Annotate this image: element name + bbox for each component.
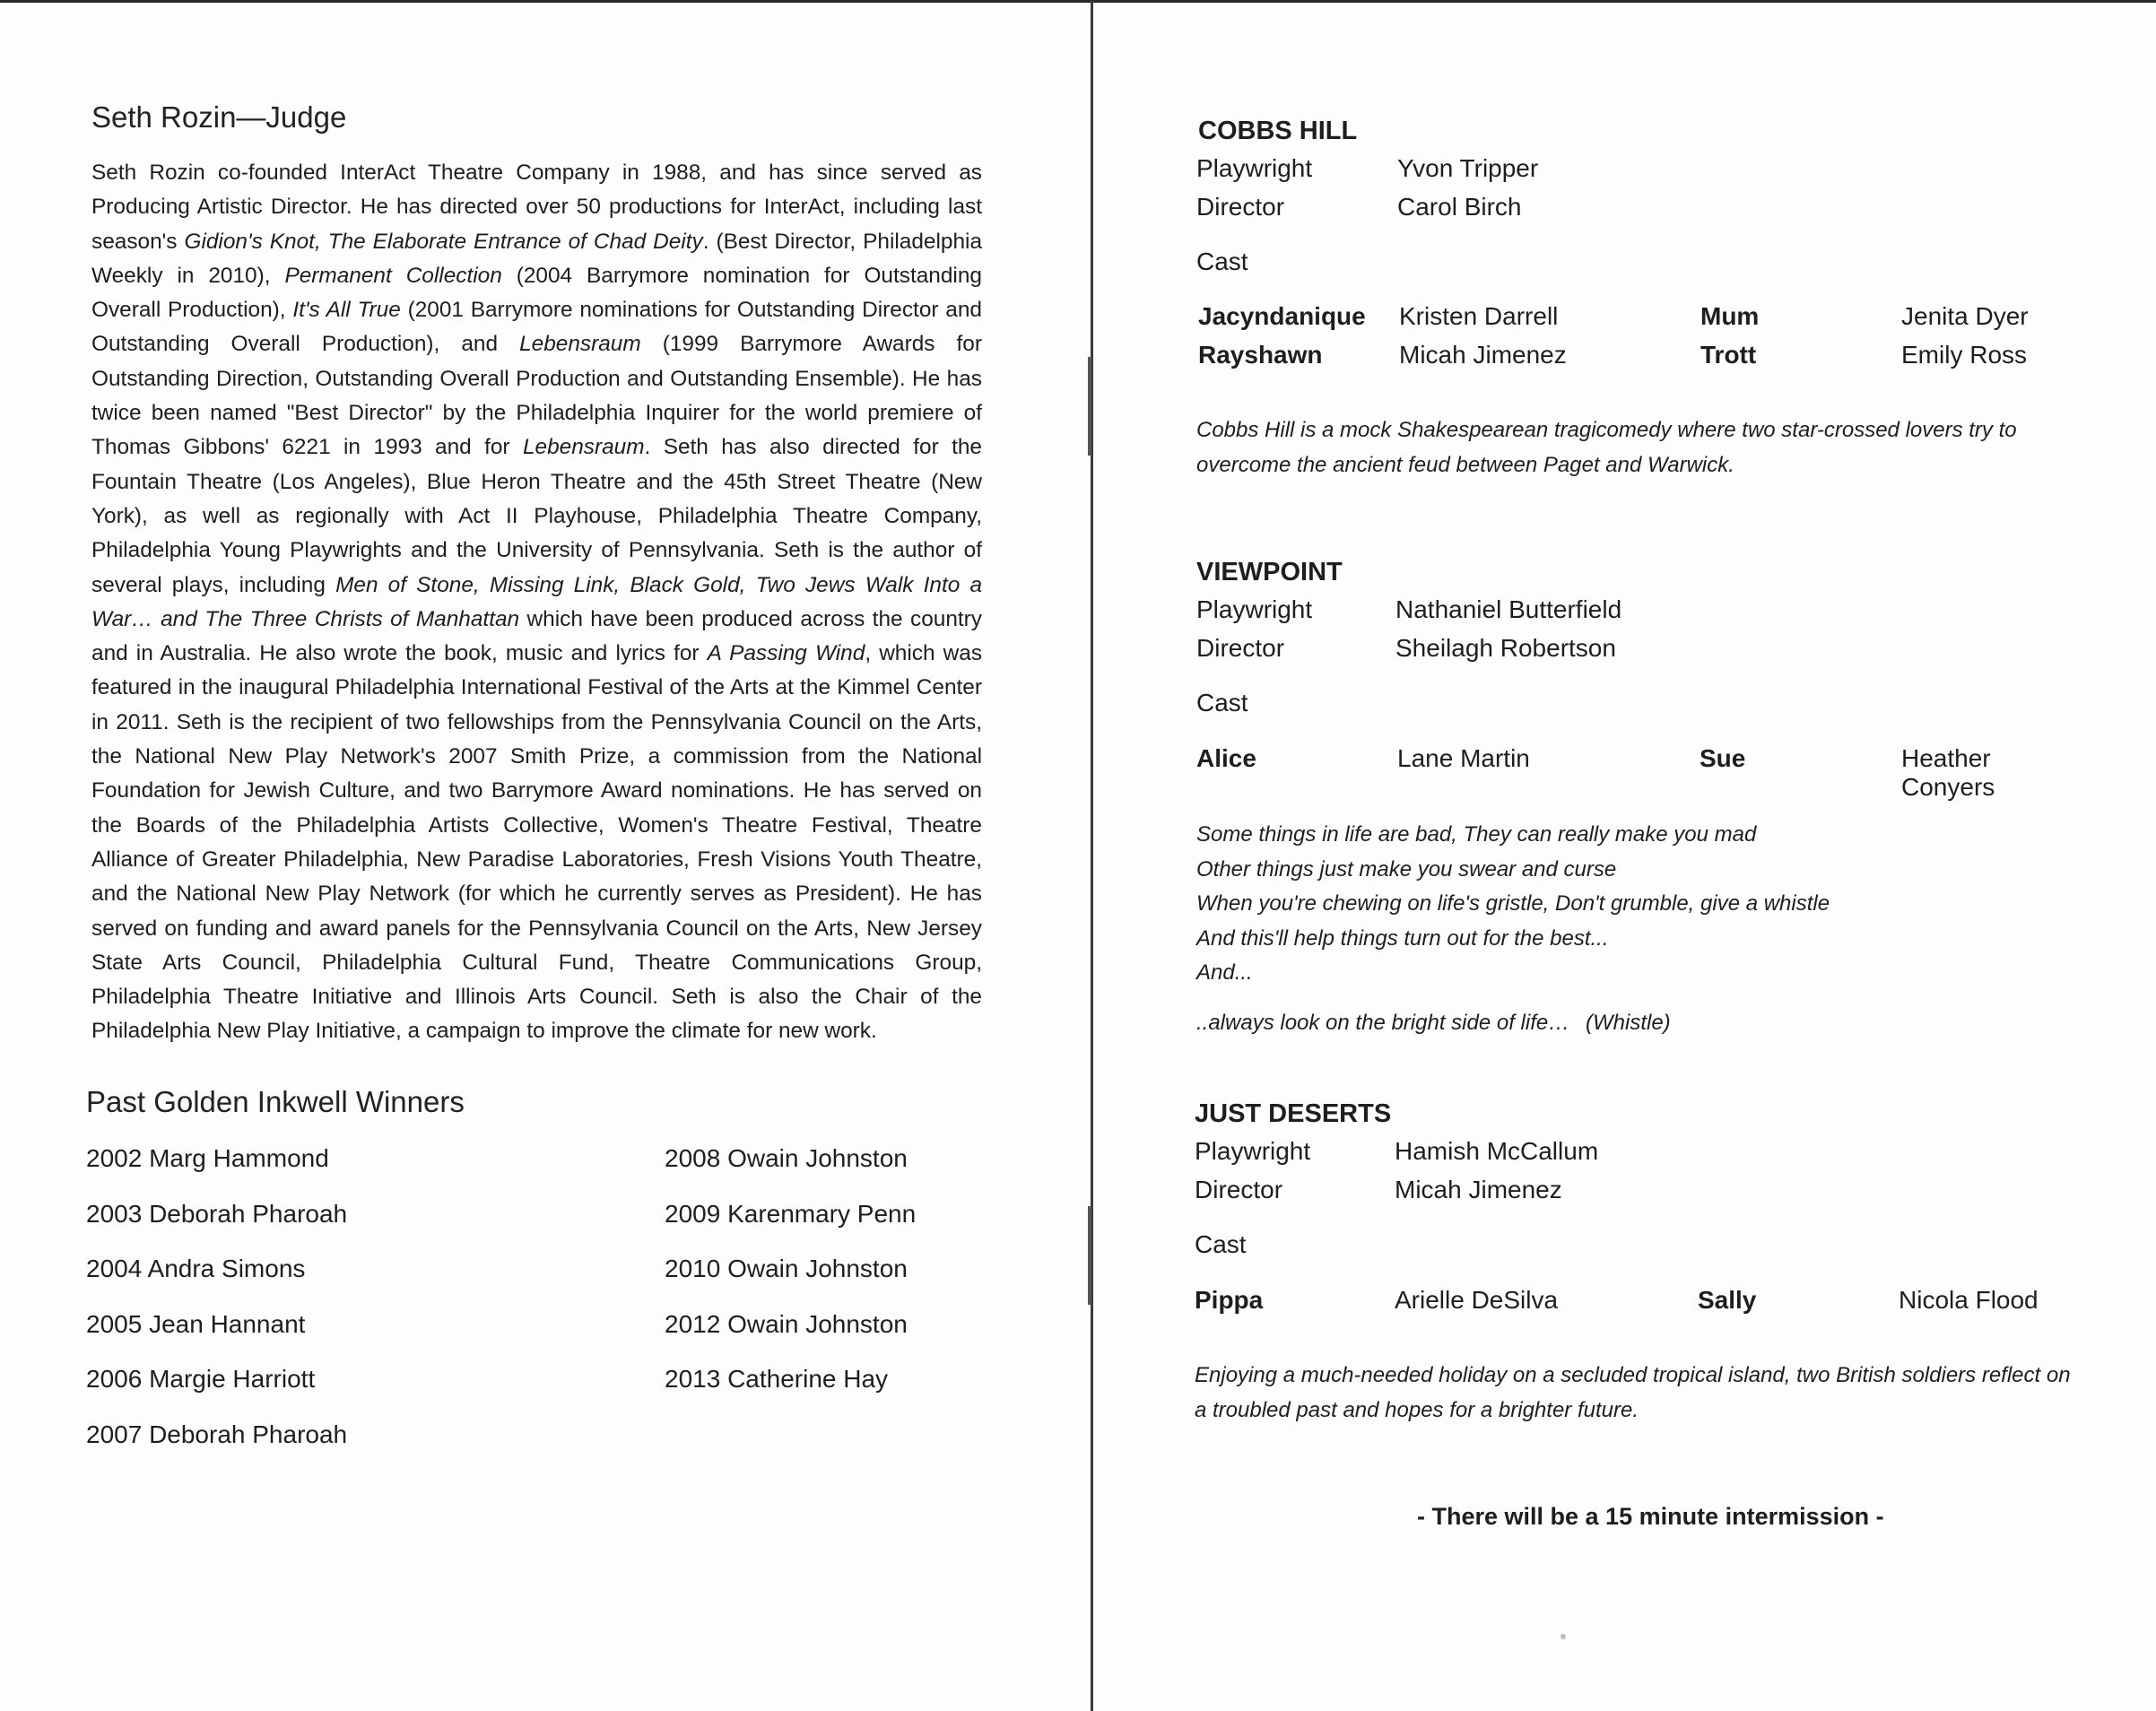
cast-role: Pippa [1195, 1286, 1264, 1314]
booklet-spine [1091, 0, 1093, 1711]
bio-title-run: Lebensraum [519, 332, 641, 357]
bio-text-run: which have been produced across the country and in Australia. He also wrote the book, music and lyrics for [91, 606, 982, 666]
winner-item: 2004 Andra Simons [86, 1255, 306, 1282]
winner-item: 2013 Catherine Hay [665, 1365, 889, 1393]
play-tagline: ..always look on the bright side of life… [1196, 1011, 1570, 1035]
cast-role: Sally [1698, 1286, 1757, 1314]
playwright-label: Playwright [1196, 595, 1313, 623]
bio-text-run: (1999 Barrymore Awards for Outstanding Direction, Outstanding Overall Production and Outstanding Ensemble). He has twice been named "Best Director" by the Philadelphia Inquirer for the world premiere of Thomas Gibbons' 6221 in 1993 and for [91, 332, 982, 460]
bio-title-run: It's All True [292, 298, 401, 323]
winners-column-2 [665, 1141, 916, 1417]
bio-title-run: Lebensraum [522, 435, 645, 460]
left-page [86, 100, 983, 1448]
winner-item: 2002 Marg Hammond [86, 1144, 329, 1172]
paper-speck [1560, 1634, 1566, 1639]
play-description: Cobbs Hill is a mock Shakespearean tragicomedy where two star-crossed lovers try to overcome the ancient feud between Paget and Warwick. [1196, 418, 2017, 477]
bio-text-run: . (Best Director, Philadelphia Weekly in 2010), [91, 229, 983, 288]
bio-text-run: Seth Rozin co-founded InterAct Theatre Company in 1988, and has since served as Producing Artistic Director. He has directed over 50 productions for InterAct, including last season's [91, 161, 982, 254]
past-winners-heading: Past Golden Inkwell Winners [86, 1085, 465, 1118]
cast-actor: Kristen Darrell [1399, 302, 1559, 330]
winners-column-1 [86, 1141, 347, 1472]
cast-role: Sue [1700, 744, 1746, 772]
poem-line: When you're chewing on life's gristle, Don't grumble, give a whistle [1196, 891, 1830, 916]
page-top-edge [0, 0, 2156, 3]
judge-heading: Seth Rozin—Judge [91, 100, 347, 134]
director-name: Carol Birch [1397, 193, 1522, 221]
poem-line: And this'll help things turn out for the best... [1196, 925, 1609, 951]
poem-line: Other things just make you swear and curse [1196, 856, 1617, 882]
poem-line: And... [1196, 960, 1253, 985]
bio-text-run: (2004 Barrymore nomination for Outstanding Overall Production), [91, 263, 982, 323]
playwright-name: Hamish McCallum [1395, 1137, 1599, 1165]
director-label: Director [1195, 1176, 1283, 1203]
director-label: Director [1196, 634, 1285, 662]
cast-actor: Jenita Dyer [1901, 302, 2029, 330]
play-title: VIEWPOINT [1196, 558, 1343, 586]
bio-text-run: , which was featured in the inaugural Philadelphia International Festival of the Arts at the Kimmel Center in 2011. Seth is the recipient of two fellowships from the Pennsylvania Council on the Arts, the National New Play Network's 2007 Smith Prize, a commission from the National Foundation for Jewish Culture, and two Barrymore Award nominations. He has served on the Boards of the Philadelphia Artists Collective, Women's Theatre Festival, Theatre Alliance of Greater Philadelphia, New Paradise Laboratories, Fresh Visions Youth Theatre, and the National New Play Network (for which he currently serves as President). He has served on funding and award panels for the Pennsylvania Council on the Arts, New Jersey State Arts Council, Philadelphia Cultural Fund, Theatre Communications Group, Philadelphia Theatre Initiative and Illinois Arts Council. Seth is also the Chair of the Philadelphia New Play Initiative, a campaign to improve the climate for new work. [91, 641, 983, 1044]
bio-title-run: Permanent Collection [284, 263, 502, 288]
bio-text-run: . Seth has also directed for the Fountain Theatre (Los Angeles), Blue Heron Theatre and the 45th Street Theatre (New York), as well as regionally with Act II Playhouse, Philadelphia Theatre Company, Philadelphia Young Playwrights and the University of Pennsylvania. Seth is the author of several plays, including [91, 435, 982, 597]
bio-title-run: Men of Stone, Missing Link, Black Gold, Two Jews Walk Into a War… and The Three Christs of Manhattan [91, 572, 983, 631]
bio-text-run: (2001 Barrymore nominations for Outstanding Director and Outstanding Overall Production), and [91, 298, 982, 357]
winner-item: 2012 Owain Johnston [665, 1309, 908, 1338]
staple-top [1088, 357, 1091, 456]
play-poem [1196, 818, 1830, 991]
cast-actor: Nicola Flood [1899, 1286, 2039, 1314]
cast-actor: Emily Ross [1901, 341, 2028, 369]
staple-bottom [1088, 1206, 1091, 1305]
cast-label: Cast [1196, 248, 1248, 275]
winner-item: 2009 Karenmary Penn [665, 1199, 917, 1228]
cast-actor: Heather Conyers [1901, 744, 1995, 801]
play-title: COBBS HILL [1198, 117, 1358, 145]
bio-title-run: A Passing Wind [707, 641, 865, 666]
winner-item: 2005 Jean Hannant [86, 1309, 306, 1338]
judge-bio [91, 156, 982, 1049]
past-winners-list [86, 1141, 981, 1499]
cast-actor: Micah Jimenez [1399, 341, 1567, 369]
play-description: Enjoying a much-needed holiday on a secluded tropical island, two British soldiers reflect on a troubled past and hopes for a brighter future. [1195, 1363, 2071, 1422]
cast-label: Cast [1195, 1230, 1247, 1258]
cast-role: Mum [1700, 302, 1760, 330]
bio-title-run: Gidion's Knot, The Elaborate Entrance of Chad Deity [184, 229, 703, 254]
winner-item: 2003 Deborah Pharoah [86, 1199, 348, 1228]
cast-actor: Lane Martin [1397, 744, 1530, 772]
winner-item: 2008 Owain Johnston [665, 1144, 908, 1172]
playwright-name: Yvon Tripper [1397, 154, 1539, 182]
cast-role: Trott [1700, 341, 1757, 369]
cast-actor: Arielle DeSilva [1395, 1286, 1559, 1314]
play-title: JUST DESERTS [1195, 1099, 1392, 1128]
playwright-name: Nathaniel Butterfield [1395, 595, 1622, 623]
whistle-note: (Whistle) [1586, 1011, 1671, 1035]
playwright-label: Playwright [1196, 154, 1313, 182]
playwright-label: Playwright [1195, 1137, 1311, 1165]
winner-item: 2010 Owain Johnston [665, 1255, 908, 1282]
director-name: Micah Jimenez [1395, 1176, 1562, 1203]
winner-item: 2007 Deborah Pharoah [86, 1420, 348, 1448]
director-label: Director [1196, 193, 1285, 221]
intermission-notice: - There will be a 15 minute intermission - [1417, 1503, 1884, 1530]
director-name: Sheilagh Robertson [1395, 634, 1616, 662]
cast-role: Jacyndanique [1198, 302, 1366, 330]
cast-role: Alice [1196, 744, 1256, 772]
cast-role: Rayshawn [1198, 341, 1323, 369]
cast-label: Cast [1196, 689, 1248, 717]
winner-item: 2006 Margie Harriott [86, 1365, 316, 1393]
poem-line: Some things in life are bad, They can really make you mad [1196, 822, 1757, 847]
